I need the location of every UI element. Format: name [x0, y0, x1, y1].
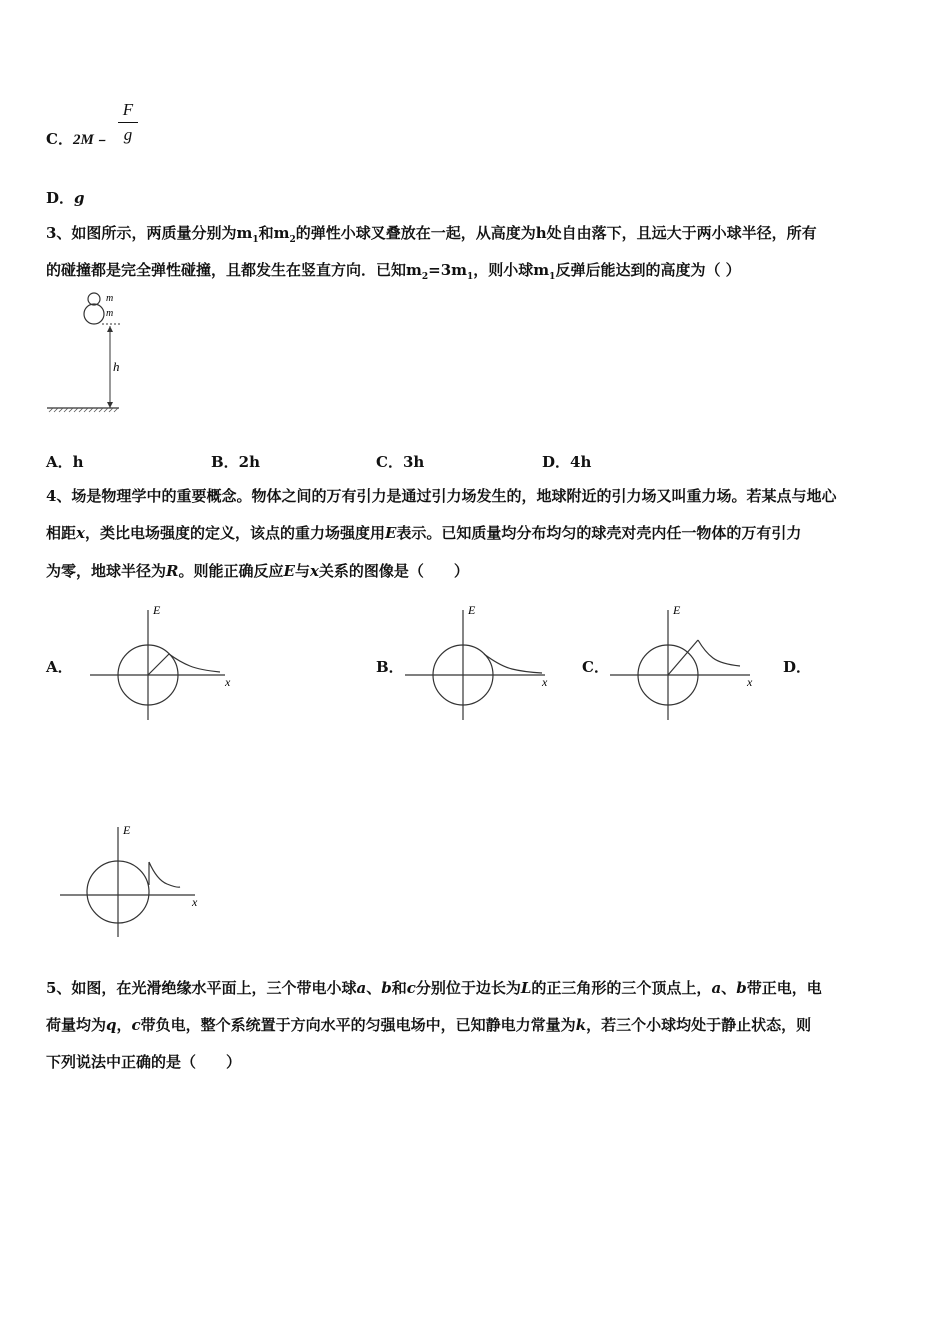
axis-e-label: E: [153, 603, 161, 617]
q5-line-2: 荷量均为q，c带负电，整个系统置于方向水平的匀强电场中，已知静电力常量为k，若三个小球均处于静止状态，则: [46, 1016, 812, 1034]
q2-option-c: C．2M﹣: [46, 130, 109, 148]
q4-line-1: 4、场是物理学中的重要概念。物体之间的万有引力是通过引力场发生的，地球附近的引力场又叫重力场。若某点与地心: [46, 487, 837, 505]
fraction-numerator: F: [122, 100, 134, 119]
q4-option-b-label: B．: [376, 658, 404, 676]
axis-x-label: x: [542, 675, 548, 689]
q4-graph-a: [85, 600, 240, 725]
curve-decay: [149, 862, 180, 887]
q4-line-2: 相距x，类比电场强度的定义，该点的重力场强度用E表示。已知质量均分布均匀的球壳对壳内任一物体的万有引力: [46, 524, 802, 542]
q3-figure: [44, 288, 134, 418]
q3-line-2: 的碰撞都是完全弹性碰撞，且都发生在竖直方向．已知$m_2=3m_1$，则小球$m_1$反弹后能达到的高度为（ ）: [46, 261, 741, 282]
ball-m2: [84, 304, 104, 324]
q4-option-d-label: D．: [783, 658, 812, 676]
axis-e-label: E: [123, 823, 131, 837]
q3-line-1: 3、如图所示，两质量分别为$m_1$和$m_2$的弹性小球叉叠放在一起，从高度为h处自由落下，且远大于两小球半径，所有: [46, 224, 817, 245]
curve-decay: [169, 654, 220, 672]
ball-m1: [88, 293, 100, 305]
q4-graph-b: [400, 600, 555, 725]
axis-e-label: E: [673, 603, 681, 617]
q2-option-c-fraction: [118, 100, 138, 145]
q3-option-a: A．h: [46, 453, 84, 471]
q4-line-3: 为零，地球半径为R。则能正确反应E与x关系的图像是（ ）: [46, 562, 469, 580]
axis-x-label: x: [192, 895, 198, 909]
label-h: h: [113, 359, 120, 374]
label-m1: m: [106, 293, 114, 304]
curve-linear: [148, 654, 169, 675]
q5-line-1: 5、如图，在光滑绝缘水平面上，三个带电小球a、b和c分别位于边长为L的正三角形的三个顶点上，a、b带正电，电: [46, 979, 822, 997]
q4-graph-d: [55, 822, 210, 947]
axis-e-label: E: [468, 603, 476, 617]
q2-option-d: D．g: [46, 189, 85, 207]
q4-graph-c: [605, 600, 760, 725]
q4-option-a-label: A．: [46, 658, 73, 676]
q3-option-c: C．3h: [376, 453, 425, 471]
q5-line-3: 下列说法中正确的是（ ）: [46, 1053, 242, 1071]
q3-option-b: B．2h: [211, 453, 261, 471]
label-m2: m: [106, 308, 114, 319]
q4-option-c-label: C．: [582, 658, 609, 676]
fraction-denominator: g: [123, 125, 133, 144]
q3-option-d: D．4h: [542, 453, 592, 471]
axis-x-label: x: [225, 675, 231, 689]
axis-x-label: x: [747, 675, 753, 689]
curve-decay: [698, 640, 740, 666]
